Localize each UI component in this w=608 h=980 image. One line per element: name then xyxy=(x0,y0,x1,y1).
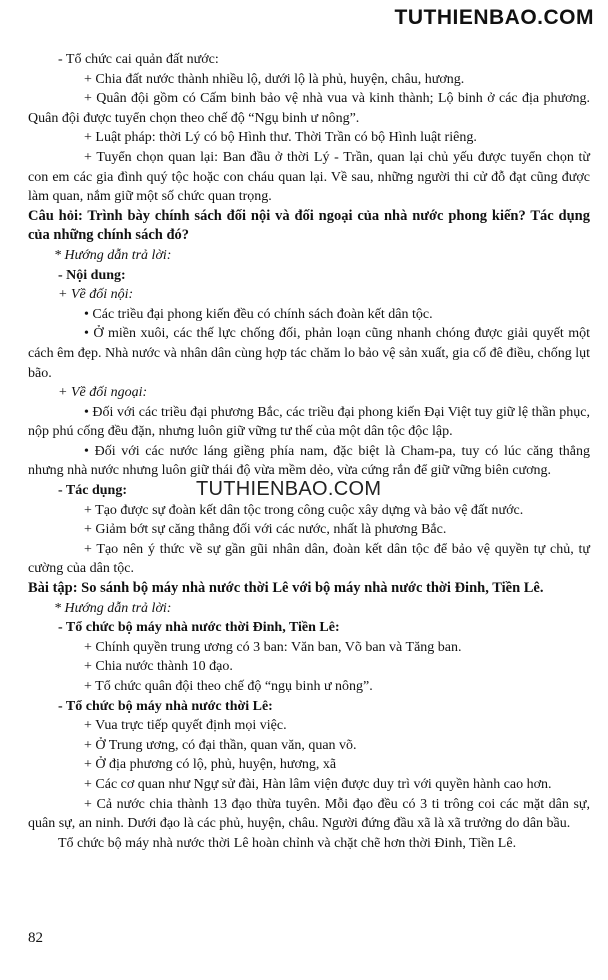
page-number: 82 xyxy=(28,930,43,946)
text-line: + Quân đội gồm có Cấm binh bảo vệ nhà vua và kinh thành; Lộ binh ở các địa phương. Quân đội được tuyển chọn theo chế độ “Ngụ binh ư nông”. xyxy=(28,91,590,126)
text-line: * Hướng dẫn trả lời: xyxy=(54,600,172,616)
text-line: + Ở địa phương có lộ, phủ, huyện, hương, xã xyxy=(84,757,337,773)
text-line: + Vua trực tiếp quyết định mọi việc. xyxy=(84,718,287,734)
text-line: + Tạo nên ý thức về sự gần gũi nhân dân, đoàn kết dân tộc để bảo vệ quyền tự chủ, tự cường của dân tộc. xyxy=(28,541,590,577)
text-line: * Hướng dẫn trả lời: xyxy=(54,247,172,263)
text-line: + Chia đất nước thành nhiều lộ, dưới lộ là phủ, huyện, châu, hương. xyxy=(84,71,465,87)
text-line: • Đối với các triều đại phương Bắc, các triều đại phong kiến Đại Việt tuy giữ lệ thần phục, nộp phú cống đều đặn, nhưng luôn giữ vững tư thế của một dân tộc độc lập. xyxy=(28,404,590,440)
text-line: + Tạo được sự đoàn kết dân tộc trong công cuộc xây dựng và bảo vệ đất nước. xyxy=(84,502,524,518)
text-line: + Ở Trung ương, có đại thần, quan văn, quan võ. xyxy=(84,737,357,753)
text-line: + Luật pháp: thời Lý có bộ Hình thư. Thời Trần có bộ Hình luật riêng. xyxy=(84,130,477,146)
text-line: + Tổ chức quân đội theo chế độ “ngụ binh ư nông”. xyxy=(84,679,373,694)
text-line: + Về đối nội: xyxy=(58,287,134,303)
text-line: + Tuyển chọn quan lại: Ban đầu ở thời Lý - Trần, quan lại chủ yếu được tuyển chọn từ con em các gia đình quý tộc hoặc con cháu quan lại. Về sau, những người thi cử đỗ đạt cũng được làm quan, nắm giữ một số chức quan trọng. xyxy=(28,149,590,205)
text-line: • Các triều đại phong kiến đều có chính sách đoàn kết dân tộc. xyxy=(84,306,433,322)
center-watermark: TUTHIENBAO.COM xyxy=(196,478,382,500)
text-line: - Nội dung: xyxy=(58,267,126,283)
question-heading: Câu hỏi: Trình bày chính sách đối nội và đối ngoại của nhà nước phong kiến? Tác dụng của những chính sách đó? xyxy=(28,207,590,244)
text-line: + Chính quyền trung ương có 3 ban: Văn ban, Võ ban và Tăng ban. xyxy=(84,639,462,655)
text-line: • Ở miền xuôi, các thế lực chống đối, phản loạn cũng nhanh chóng được giải quyết một cách êm đẹp. Nhà nước và nhân dân cùng hợp tác chăm lo bảo vệ sản xuất, gia cố đê điều, chống lụt bão. xyxy=(28,326,590,381)
text-line: Tổ chức bộ máy nhà nước thời Lê hoàn chỉnh và chặt chẽ hơn thời Đinh, Tiền Lê. xyxy=(58,835,517,851)
site-watermark: TUTHIENBAO.COM xyxy=(394,6,594,29)
text-line: - Tổ chức bộ máy nhà nước thời Đinh, Tiền Lê: xyxy=(58,620,340,636)
text-line: • Đối với các nước láng giềng phía nam, đặc biệt là Cham-pa, tuy có lúc căng thẳng nhưng nhà nước nhưng luôn giữ thái độ vừa mềm dẻo, vừa cứng rắn để giữ vững biên cương. xyxy=(28,443,590,479)
text-line: + Các cơ quan như Ngự sử đài, Hàn lâm viện được duy trì với quyền hành cao hơn. xyxy=(84,776,552,792)
text-line: + Chia nước thành 10 đạo. xyxy=(84,659,233,675)
text-line: + Về đối ngoại: xyxy=(58,385,148,401)
text-line: - Tổ chức cai quản đất nước: xyxy=(58,52,219,67)
page-content xyxy=(28,50,590,853)
text-line: - Tổ chức bộ máy nhà nước thời Lê: xyxy=(58,698,273,714)
question-heading: Bài tập: So sánh bộ máy nhà nước thời Lê với bộ máy nhà nước thời Đinh, Tiền Lê. xyxy=(28,580,544,597)
text-line: - Tác dụng: xyxy=(58,483,127,499)
text-line: + Cả nước chia thành 13 đạo thừa tuyên. Mỗi đạo đều có 3 ti trông coi các mặt dân sự, quân sự, an ninh. Dưới đạo là các phủ, huyện, châu. Người đứng đầu xã là xã trưởng do dân bầu. xyxy=(28,796,590,832)
text-line: + Giảm bớt sự căng thẳng đối với các nước, nhất là phương Bắc. xyxy=(84,522,447,538)
